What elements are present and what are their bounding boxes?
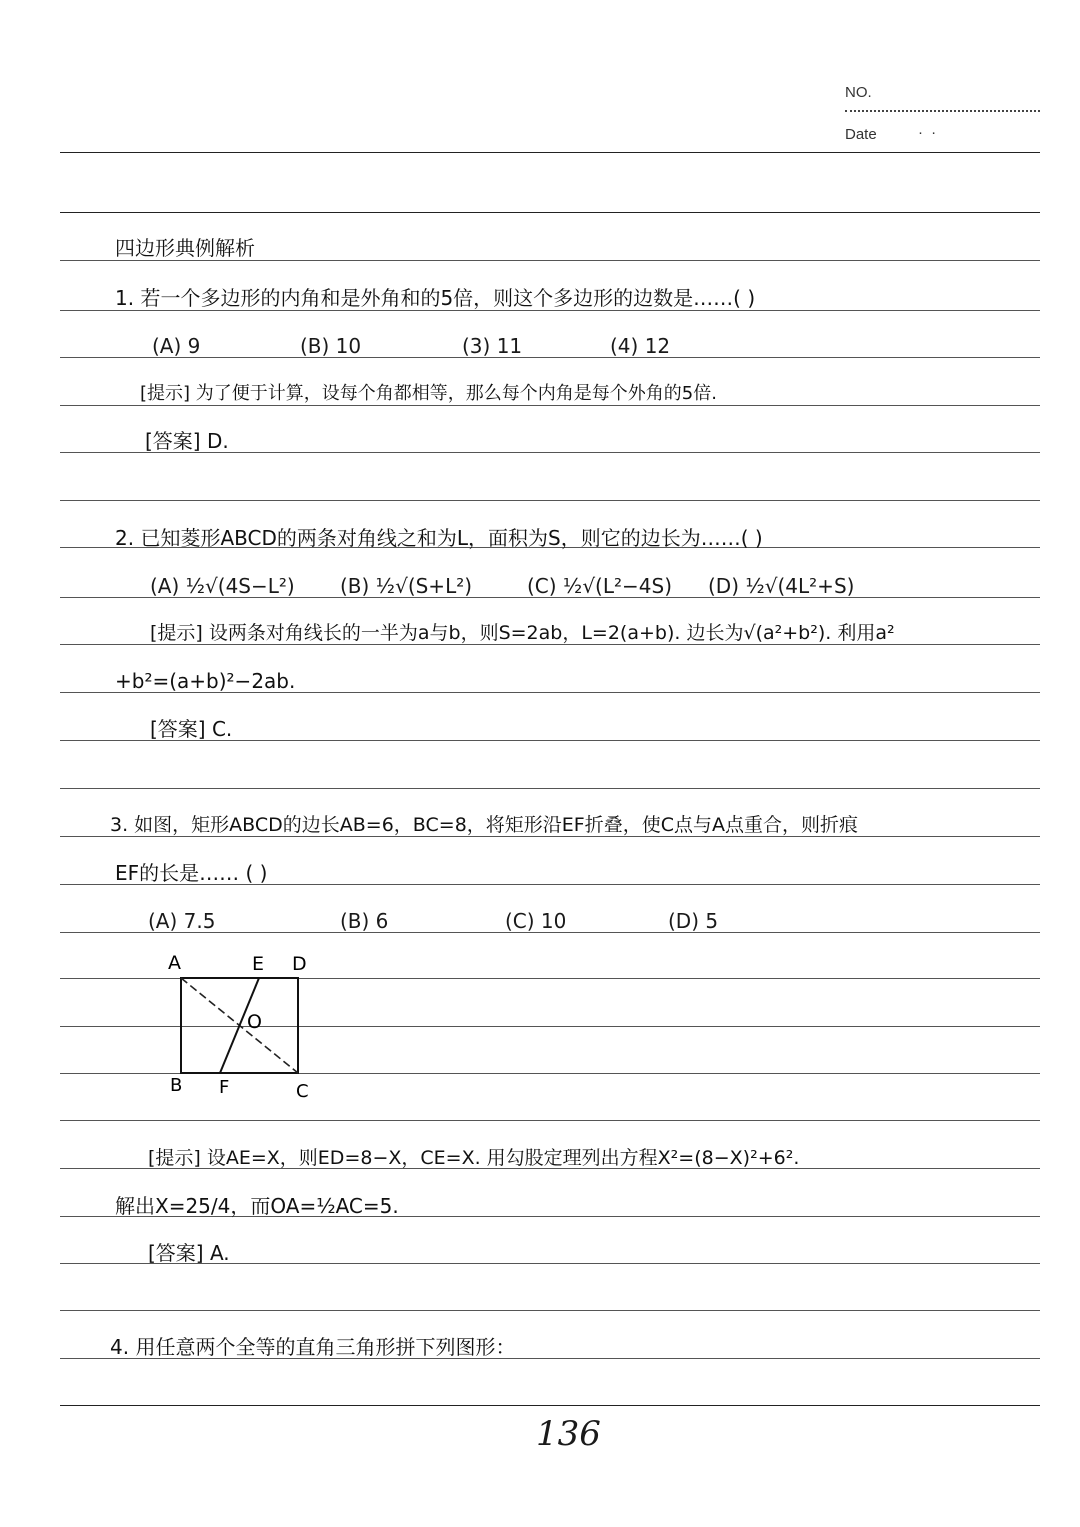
q2-hint-line1: [提示] 设两条对角线长的一半为a与b，则S=2ab，L=2(a+b). 边长为√(a²+b²). 利用a² [150,622,895,644]
date-label: Date [845,126,877,143]
page-number: 136 [536,1414,601,1454]
q1-option-b: (B) 10 [300,334,362,358]
label-d: D [292,953,307,975]
q1-stem: 1. 若一个多边形的内角和是外角和的5倍，则这个多边形的边数是……( ) [115,286,756,310]
no-dotted-line [845,110,1040,112]
page-title: 四边形典例解析 [115,236,255,260]
q1-option-c: (3) 11 [462,334,523,358]
q2-option-c: (C) ½√(L²−4S) [527,574,672,598]
q4-stem: 4. 用任意两个全等的直角三角形拼下列图形： [110,1335,516,1359]
q3-answer: [答案] A. [148,1241,230,1265]
q3-hint-line1: [提示] 设AE=X，则ED=8−X，CE=X. 用勾股定理列出方程X²=(8−X)²+6². [148,1147,800,1169]
q2-option-d: (D) ½√(4L²+S) [708,574,855,598]
q3-stem-line1: 3. 如图，矩形ABCD的边长AB=6，BC=8，将矩形沿EF折叠，使C点与A点重合，则折痕 [110,814,858,836]
q3-option-b: (B) 6 [340,909,389,933]
q1-option-d: (4) 12 [610,334,671,358]
q1-answer: [答案] D. [145,429,229,453]
q1-hint: [提示] 为了便于计算，设每个角都相等，那么每个内角是每个外角的5倍. [140,383,717,404]
no-label: NO. [845,84,872,101]
q3-option-d: (D) 5 [668,909,719,933]
q3-hint-line2: 解出X=25/4，而OA=½AC=5. [115,1194,399,1218]
q2-option-a: (A) ½√(4S−L²) [150,574,295,598]
date-dots: · · [918,124,939,141]
header-rule [60,152,1040,153]
q1-option-a: (A) 9 [152,334,201,358]
q2-option-b: (B) ½√(S+L²) [340,574,473,598]
q2-answer: [答案] C. [150,717,233,741]
label-a: A [168,952,181,974]
label-o: O [247,1011,262,1033]
q2-hint-line2: +b²=(a+b)²−2ab. [115,669,296,693]
label-b: B [170,1075,183,1096]
label-c: C [296,1081,309,1102]
rectangle-fold-figure [150,945,340,1110]
q2-stem: 2. 已知菱形ABCD的两条对角线之和为L，面积为S，则它的边长为……( ) [115,526,763,550]
q3-stem-line2: EF的长是…… ( ) [115,861,268,885]
label-f: F [219,1077,230,1098]
q3-option-c: (C) 10 [505,909,567,933]
top-rule [60,212,1040,213]
q3-option-a: (A) 7.5 [148,909,216,933]
label-e: E [252,953,265,975]
